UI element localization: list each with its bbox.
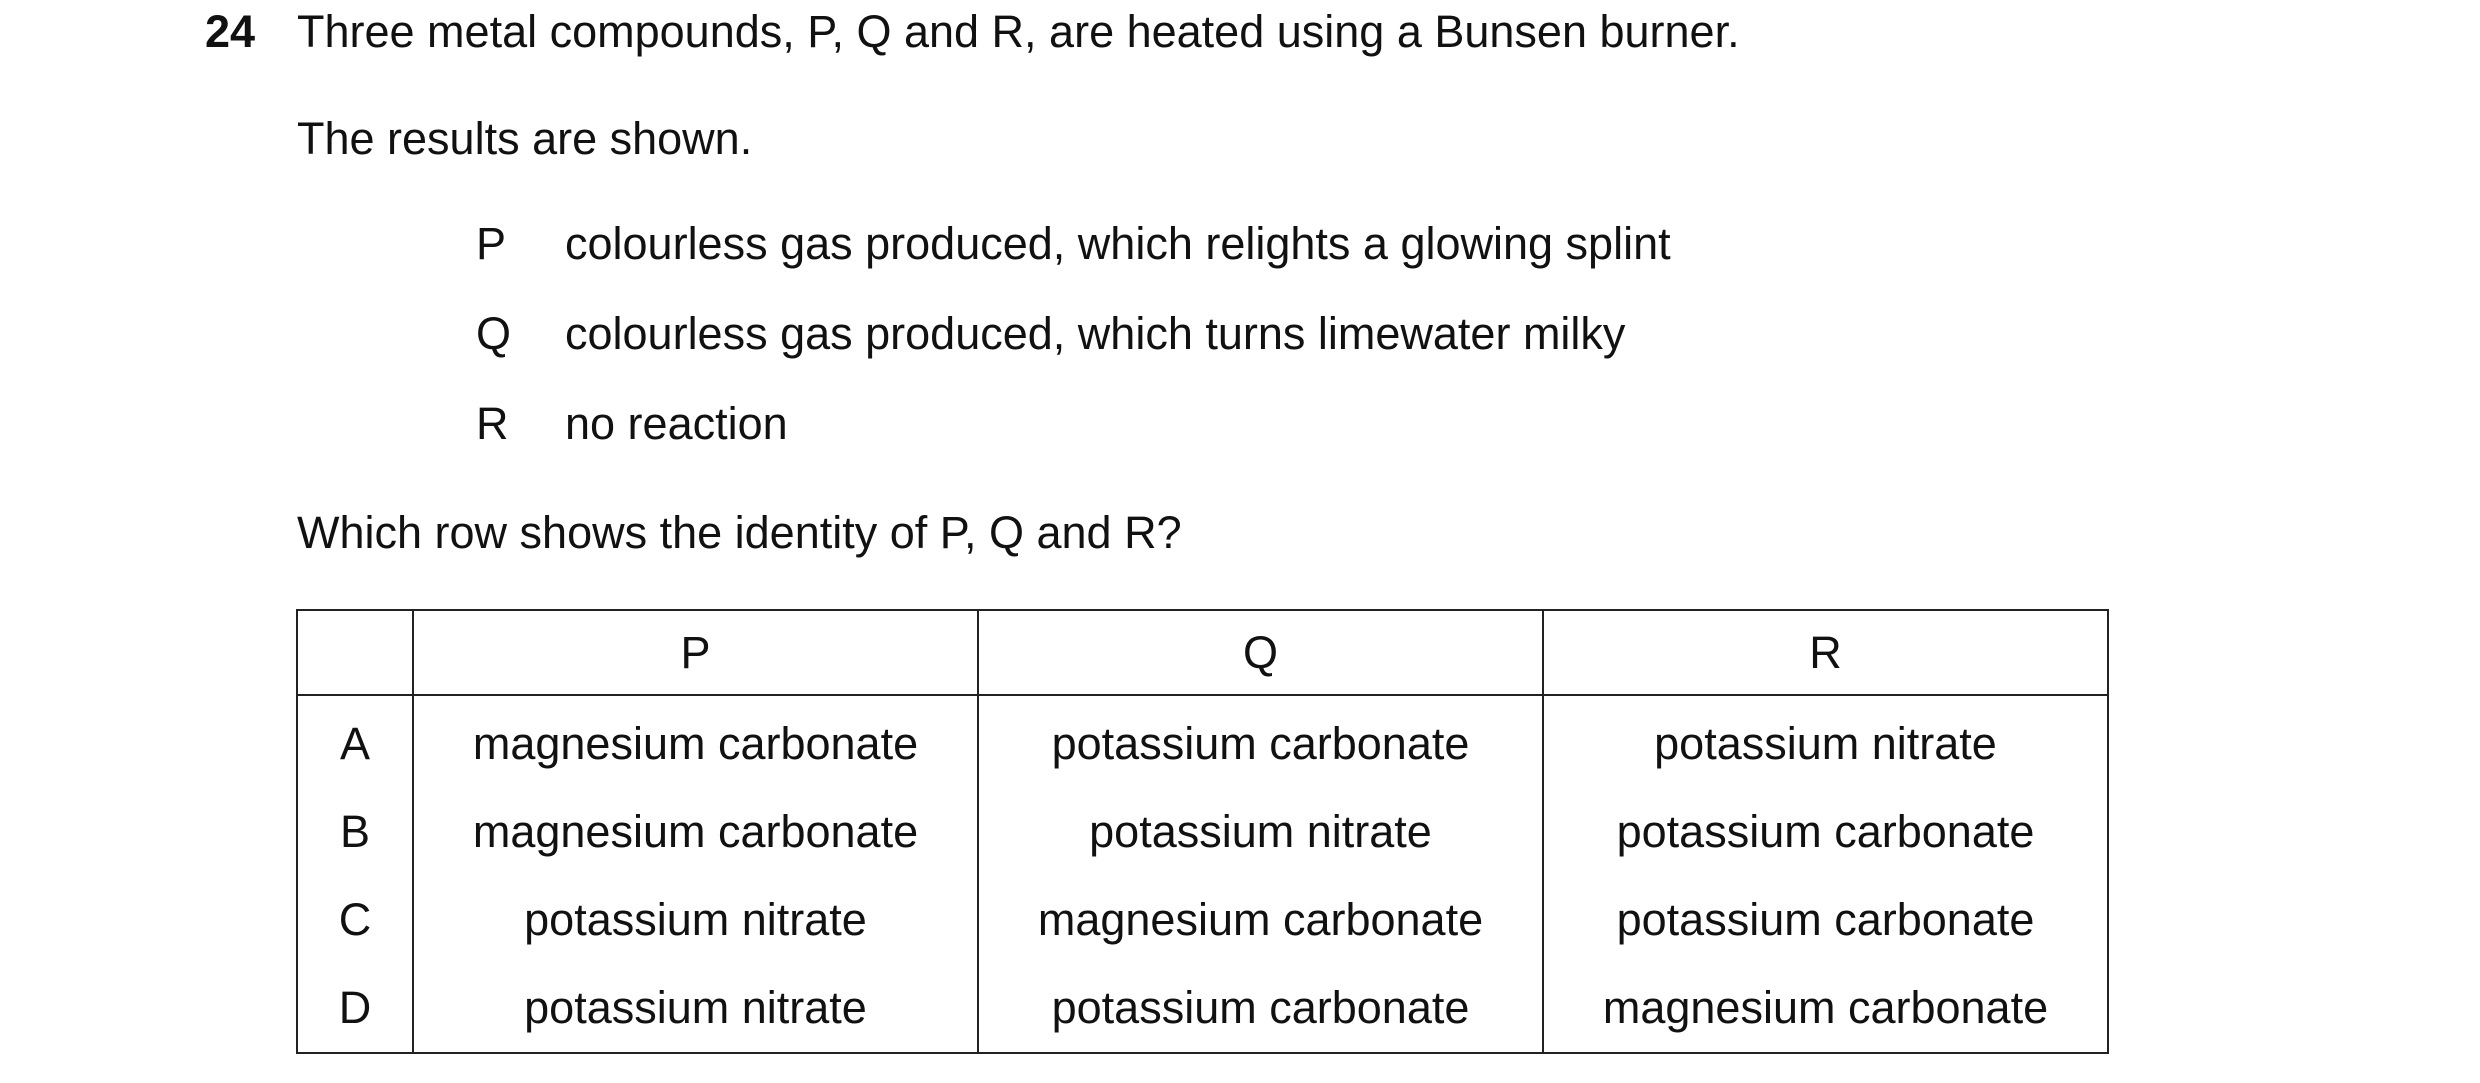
- table-row: [297, 964, 2108, 1053]
- table-header-row: [297, 610, 2108, 695]
- cell-r: magnesium carbonate: [1543, 964, 2108, 1053]
- result-text: no reaction: [565, 398, 788, 449]
- cell-r: potassium carbonate: [1543, 876, 2108, 964]
- table-row: [297, 695, 2108, 788]
- question-stem: Three metal compounds, P, Q and R, are heated using a Bunsen burner.: [297, 6, 1740, 57]
- option-letter: B: [297, 788, 413, 876]
- option-letter: C: [297, 876, 413, 964]
- result-label: Q: [476, 308, 512, 359]
- header-r: R: [1543, 610, 2108, 695]
- header-blank: [297, 610, 413, 695]
- cell-p: magnesium carbonate: [413, 695, 978, 788]
- cell-r: potassium nitrate: [1543, 695, 2108, 788]
- cell-p: magnesium carbonate: [413, 788, 978, 876]
- question-number: 24: [205, 6, 256, 57]
- cell-q: potassium carbonate: [978, 964, 1543, 1053]
- answer-options-table: [296, 609, 2109, 1054]
- question-prompt: Which row shows the identity of P, Q and R?: [297, 507, 1182, 558]
- option-letter: A: [297, 695, 413, 788]
- table-row: [297, 876, 2108, 964]
- cell-p: potassium nitrate: [413, 876, 978, 964]
- cell-r: potassium carbonate: [1543, 788, 2108, 876]
- result-text: colourless gas produced, which relights a glowing splint: [565, 218, 1671, 269]
- result-label: R: [476, 398, 509, 449]
- result-text: colourless gas produced, which turns limewater milky: [565, 308, 1626, 359]
- result-label: P: [476, 218, 507, 269]
- table-row: [297, 788, 2108, 876]
- cell-q: potassium nitrate: [978, 788, 1543, 876]
- cell-q: magnesium carbonate: [978, 876, 1543, 964]
- results-intro: The results are shown.: [297, 113, 753, 164]
- header-p: P: [413, 610, 978, 695]
- header-q: Q: [978, 610, 1543, 695]
- option-letter: D: [297, 964, 413, 1053]
- cell-p: potassium nitrate: [413, 964, 978, 1053]
- cell-q: potassium carbonate: [978, 695, 1543, 788]
